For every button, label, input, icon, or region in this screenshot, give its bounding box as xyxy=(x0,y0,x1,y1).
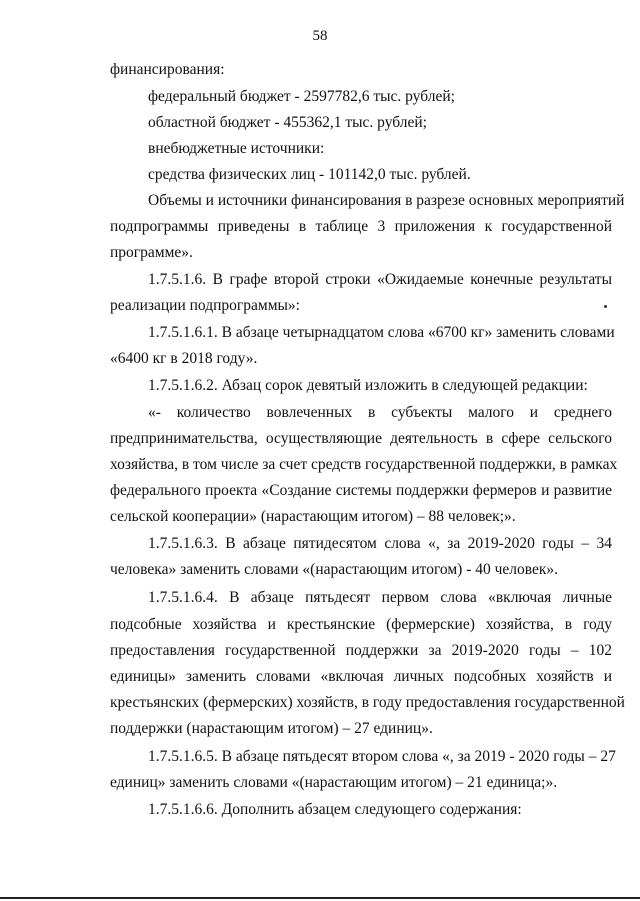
text-line: хозяйства, в том числе за счет средств государственной поддержки, в рамках xyxy=(110,456,618,473)
text-line: 1.7.5.1.6.3. В абзаце пятидесятом слова «, за 2019-2020 годы – 34 xyxy=(148,535,612,552)
text-line: поддержки (нарастающим итогом) – 27 единиц». xyxy=(110,720,433,737)
text-line: реализации подпрограммы»: xyxy=(110,297,300,314)
page-number: 58 xyxy=(312,28,328,44)
text-line: 1.7.5.1.6.1. В абзаце четырнадцатом слова «6700 кг» заменить словами xyxy=(148,324,615,341)
text-line: финансирования: xyxy=(110,61,225,78)
text-line: 1.7.5.1.6.5. В абзаце пятьдесят втором слова «, за 2019 - 2020 годы – 27 xyxy=(148,748,616,765)
text-line: крестьянских (фермерских) хозяйств, в году предоставления государственной xyxy=(110,694,625,711)
text-line: областной бюджет - 455362,1 тыс. рублей; xyxy=(148,114,427,131)
text-line: Объемы и источники финансирования в разрезе основных мероприятий xyxy=(148,192,625,209)
text-line: внебюджетные источники: xyxy=(148,140,325,157)
text-line: программе». xyxy=(110,244,193,261)
text-line: 1.7.5.1.6.6. Дополнить абзацем следующего содержания: xyxy=(148,801,522,818)
text-line: единиц» заменить словами «(нарастающим итогом) – 21 единица;». xyxy=(110,774,558,791)
bottom-edge-line xyxy=(0,897,640,899)
text-line: предпринимательства, осуществляющие деятельность в сфере сельского xyxy=(110,430,612,447)
text-line: единицы» заменить словами «включая личных подсобных хозяйств и xyxy=(110,668,612,685)
text-line: федеральный бюджет - 2597782,6 тыс. рублей; xyxy=(148,88,455,105)
text-line: 1.7.5.1.6.4. В абзаце пятьдесят первом слова «включая личные xyxy=(148,589,612,606)
text-line: предоставления государственной поддержки за 2019-2020 годы – 102 xyxy=(110,642,612,659)
text-line: «- количество вовлеченных в субъекты малого и среднего xyxy=(148,404,612,421)
text-line: 1.7.5.1.6. В графе второй строки «Ожидаемые конечные результаты xyxy=(148,271,612,288)
text-line: подпрограммы приведены в таблице 3 приложения к государственной xyxy=(110,218,612,235)
text-line: подсобные хозяйства и крестьянские (фермерские) хозяйства, в году xyxy=(110,616,612,633)
text-line: «6400 кг в 2018 году». xyxy=(110,350,258,367)
text-line: сельской кооперации» (нарастающим итогом) – 88 человек;». xyxy=(110,508,516,525)
scan-speck xyxy=(604,305,607,308)
text-line: человека» заменить словами «(нарастающим итогом) - 40 человек». xyxy=(110,561,559,578)
text-line: 1.7.5.1.6.2. Абзац сорок девятый изложить в следующей редакции: xyxy=(148,377,588,394)
text-line: средства физических лиц - 101142,0 тыс. рублей. xyxy=(148,166,471,183)
text-line: федерального проекта «Создание системы поддержки фермеров и развитие xyxy=(110,482,612,499)
